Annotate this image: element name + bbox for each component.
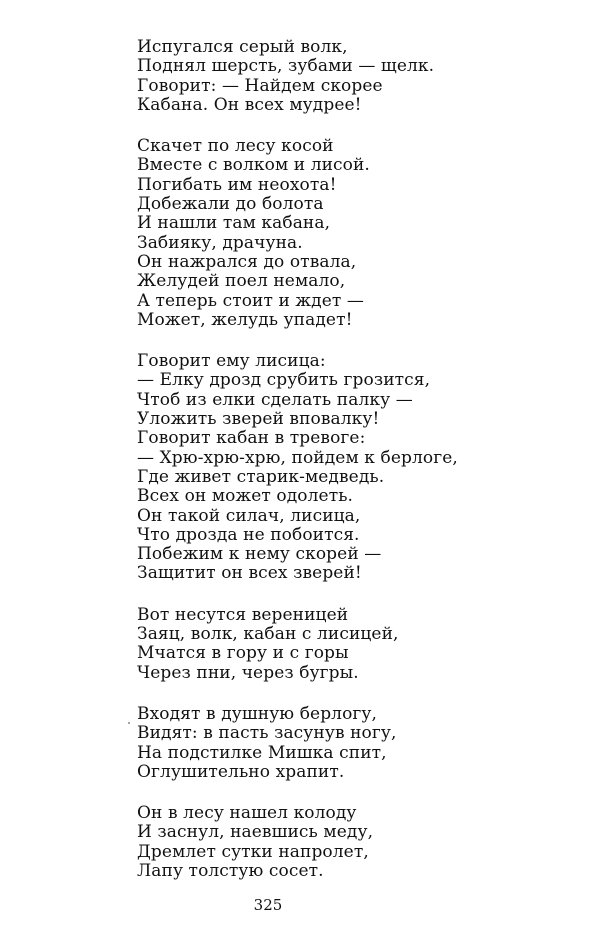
poem-line: Может, желудь упадет! xyxy=(137,309,353,330)
poem-line: И нашли там кабана, xyxy=(137,213,331,234)
page-number xyxy=(0,896,600,914)
poem-line: Добежали до болота xyxy=(137,194,324,215)
stanza xyxy=(137,38,577,115)
poem-line: Где живет старик-медведь. xyxy=(137,466,385,487)
poem-line: Говорит кабан в тревоге: xyxy=(137,428,366,449)
poem-line: Поднял шерсть, зубами — щелк. xyxy=(137,56,435,77)
stanza xyxy=(137,352,577,584)
poem-line: Защитит он всех зверей! xyxy=(137,563,362,584)
stanza xyxy=(137,137,577,330)
poem-line: Что дрозда не побоится. xyxy=(137,524,360,545)
print-speck xyxy=(128,722,130,724)
poem-line: Уложить зверей вповалку! xyxy=(137,409,380,430)
poem-line: Говорит ему лисица: xyxy=(137,351,326,372)
poem-line: Забияку, драчуна. xyxy=(137,232,303,253)
poem-line: Кабана. Он всех мудрее! xyxy=(137,94,362,115)
poem-text xyxy=(137,38,577,903)
poem-line: Оглушительно храпит. xyxy=(137,761,345,782)
poem-line: Скачет по лесу косой xyxy=(137,136,334,157)
poem-line: Вместе с волком и лисой. xyxy=(137,155,370,176)
poem-line: Желудей поел немало, xyxy=(137,271,346,292)
poem-line: Видят: в пасть засунув ногу, xyxy=(137,723,397,744)
poem-line: И заснул, наевшись меду, xyxy=(137,822,374,843)
poem-line: А теперь стоит и ждет — xyxy=(137,290,364,311)
poem-line: Мчатся в гору и с горы xyxy=(137,643,349,664)
poem-line: Чтоб из елки сделать палку — xyxy=(137,389,413,410)
poem-line: Он такой силач, лисица, xyxy=(137,505,361,526)
poem-line: Через пни, через бугры. xyxy=(137,662,359,683)
poem-line: Дремлет сутки напролет, xyxy=(137,841,369,862)
poem-line: Испугался серый волк, xyxy=(137,37,348,57)
poem-line: — Елку дрозд срубить грозится, xyxy=(137,370,431,391)
poem-line: — Хрю-хрю-хрю, пойдем к берлоге, xyxy=(137,447,458,468)
stanza xyxy=(137,705,577,782)
poem-line: Он нажрался до отвала, xyxy=(137,251,357,272)
poem-line: На подстилке Мишка спит, xyxy=(137,742,387,763)
poem-line: Вот несутся вереницей xyxy=(137,604,349,625)
poem-line: Лапу толстую сосет. xyxy=(137,860,324,881)
poem-line: Он в лесу нашел колоду xyxy=(137,803,357,824)
poem-line: Говорит: — Найдем скорее xyxy=(137,75,383,96)
poem-line: Погибать им неохота! xyxy=(137,174,337,195)
poem-line: Всех он может одолеть. xyxy=(137,486,354,507)
stanza xyxy=(137,804,577,881)
page-number-text: 325 xyxy=(253,896,283,914)
stanza xyxy=(137,606,577,683)
poem-line: Заяц, волк, кабан с лисицей, xyxy=(137,624,399,645)
poem-line: Входят в душную берлогу, xyxy=(137,703,378,724)
poem-line: Побежим к нему скорей — xyxy=(137,544,382,565)
